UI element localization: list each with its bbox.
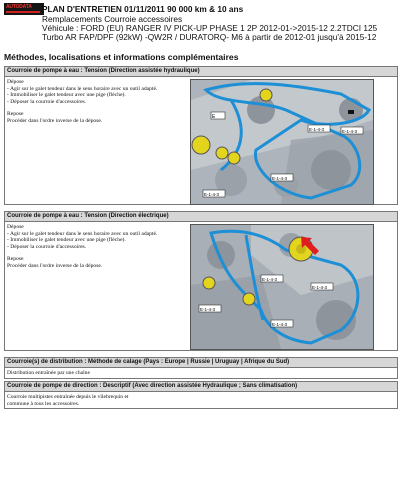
figure-label: E <box>212 114 216 120</box>
section-header: Courroie de pompe à eau : Tension (Direction électrique) <box>5 212 397 222</box>
brand-logo <box>4 3 44 15</box>
figure-label: E-1-4-3 <box>262 277 278 282</box>
vehicle-line-2: Turbo AR FAP/DPF (92kW) -QW2R / DURATORQ- M6 à partir de 2012-01 jusqu'à 2015-12 <box>42 32 377 42</box>
logo-text: AUTODATA <box>6 4 32 10</box>
depose-title: Dépose <box>7 224 24 230</box>
procedure-text <box>7 224 187 269</box>
figure-label: E-1-4-3 <box>272 176 288 181</box>
plan-title: PLAN D'ENTRETIEN 01/11/2011 90 000 km & 10 ans <box>42 4 244 14</box>
section-timing-belt <box>4 357 398 379</box>
step: - Immobiliser le galet tendeur avec une pige (flèche). <box>7 92 126 98</box>
section-header: Courroie de pompe à eau : Tension (Direction assistée hydraulique) <box>5 67 397 77</box>
figure-label: E-1-4-3 <box>309 127 325 132</box>
section-body <box>5 77 397 206</box>
section-water-pump-electric <box>4 211 398 351</box>
section-body <box>5 222 397 352</box>
depose-title: Dépose <box>7 79 24 85</box>
engine-illustration <box>191 225 373 349</box>
section-body <box>5 368 397 380</box>
repose-title: Repose <box>7 256 24 262</box>
engine-illustration <box>191 80 373 204</box>
figure-label: E-1-4-3 <box>200 307 216 312</box>
section-steering-pump-belt <box>4 381 398 409</box>
step: - Déposer la courroie d'accessoires. <box>7 98 87 105</box>
figure-label: E-1-4-3 <box>204 192 220 197</box>
section-text: Distribution entraînée par une chaîne <box>7 370 90 376</box>
vehicle-line-1: Véhicule : FORD (EU) RANGER IV PICK-UP PHASE 1 2P 2012-01->2015-12 2.2TDCI 125 <box>42 23 378 33</box>
section-header: Courroie de pompe de direction : Descriptif (Avec direction assistée Hydraulique ; Sans climatisation) <box>5 382 397 392</box>
section-text: Courroie multipistes entraînée depuis le vilebrequin et commune à tous les accessoires. <box>7 394 129 407</box>
section-water-pump-hydraulic <box>4 66 398 205</box>
operation-subtitle: Remplacements Courroie accessoires <box>42 14 183 24</box>
section-header: Courroie(s) de distribution : Méthode de calage (Pays : Europe | Russie | Uruguay | Afrique du Sud) <box>5 358 397 368</box>
figure-label: E-1-4-3 <box>272 322 288 327</box>
step: - Immobiliser le galet tendeur avec une pige (flèche). <box>7 237 126 243</box>
repose-text: Procéder dans l'ordre inverse de la dépose. <box>7 117 103 124</box>
section-body <box>5 392 397 410</box>
figure-label: E-1-4-3 <box>312 285 328 290</box>
repose-text: Procéder dans l'ordre inverse de la dépose. <box>7 262 103 269</box>
document-header <box>4 3 398 42</box>
figure-label: E-1-4-3 <box>342 129 358 134</box>
belt-diagram-hydraulic <box>190 79 374 205</box>
repose-title: Repose <box>7 111 24 117</box>
step: - Agir sur le galet tendeur dans le sens horaire avec un outil adapté. <box>7 230 158 237</box>
section-title: Méthodes, localisations et informations complémentaires <box>4 52 239 62</box>
logo-bar <box>6 11 40 13</box>
procedure-text <box>7 79 187 124</box>
step: - Déposer la courroie d'accessoires. <box>7 243 87 250</box>
belt-diagram-electric <box>190 224 374 350</box>
step: - Agir sur le galet tendeur dans le sens horaire avec un outil adapté. <box>7 85 158 92</box>
